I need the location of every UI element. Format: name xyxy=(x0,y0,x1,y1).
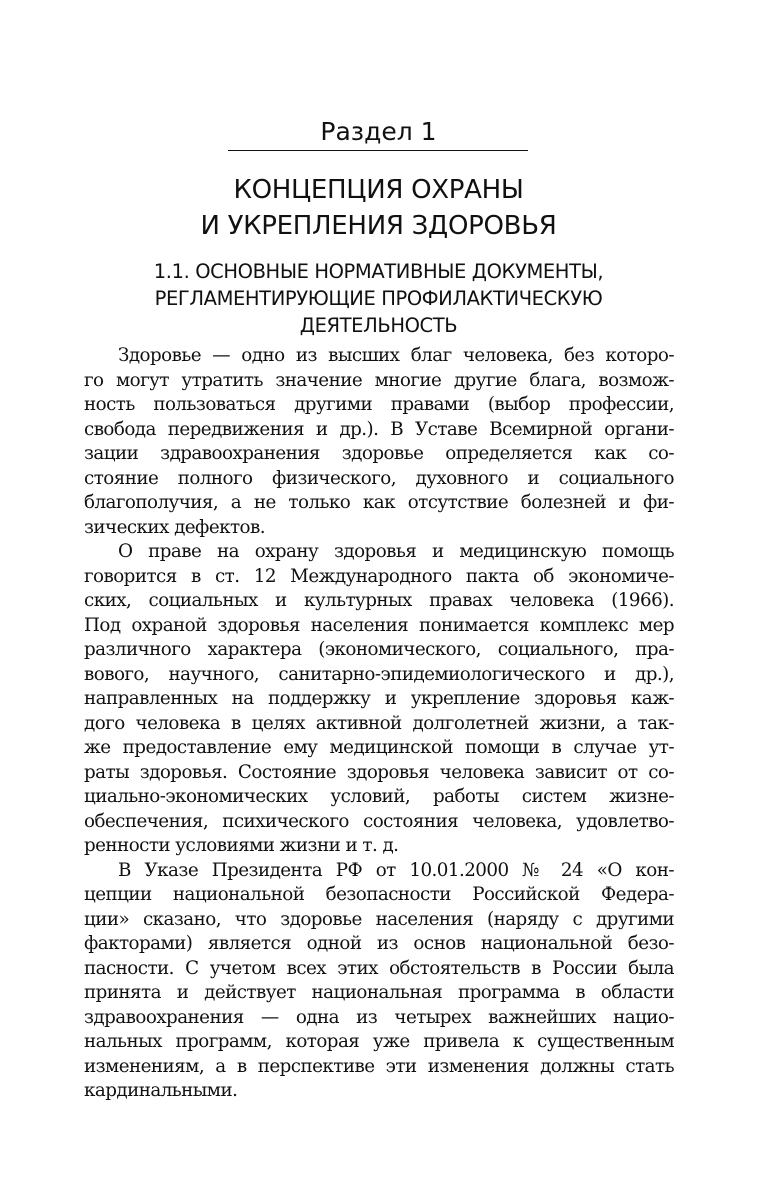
text-line: В Указе Президента РФ от 10.01.2000 № 24 «О кон- xyxy=(118,859,674,881)
text-line: принята и действует национальная программа в области xyxy=(84,982,674,1003)
text-line: благополучия, а не только как отсутствие болезней и фи- xyxy=(84,492,674,513)
subsection-title-line: ДЕЯТЕЛЬНОСТЬ xyxy=(299,314,458,337)
chapter-title-line: КОНЦЕПЦИЯ ОХРАНЫ xyxy=(233,175,524,205)
text-line: различного характера (экономического, социального, пра- xyxy=(84,639,674,660)
chapter-title-line: И УКРЕПЛЕНИЯ ЗДОРОВЬЯ xyxy=(200,211,557,241)
text-line: го могут утратить значение многие другие блага, возмож- xyxy=(84,369,674,391)
paragraph xyxy=(84,859,674,1104)
text-line: дого человека в целях активной долголетней жизни, а так- xyxy=(84,712,674,734)
text-line: факторами) является одной из основ национальной безо- xyxy=(84,933,674,954)
text-line: здравоохранения — одна из четырех важнейших нацио- xyxy=(84,1006,674,1028)
text-line: кардинальными. xyxy=(84,1080,238,1101)
text-line: изменениям, а в перспективе эти изменения должны стать xyxy=(84,1055,674,1077)
section-divider xyxy=(228,150,528,151)
subsection-title-line: 1.1. ОСНОВНЫЕ НОРМАТИВНЫЕ ДОКУМЕНТЫ, xyxy=(153,260,604,283)
text-line: говорится в ст. 12 Международного пакта об экономиче- xyxy=(84,565,674,587)
text-line: вового, научного, санитарно-эпидемиологического и др.), xyxy=(84,663,674,685)
text-line: ских, социальных и культурных правах человека (1966). xyxy=(84,590,674,611)
text-line: зических дефектов. xyxy=(84,516,265,538)
section-label: Раздел 1 xyxy=(320,117,437,146)
text-line: раты здоровья. Состояние здоровья человека зависит от со- xyxy=(84,761,674,783)
text-line: Здоровье — одно из высших благ человека, без которо- xyxy=(118,345,674,366)
paragraph xyxy=(84,344,674,540)
text-line: же предоставление ему медицинской помощи в случае ут- xyxy=(84,737,674,758)
subsection-title-line: РЕГЛАМЕНТИРУЮЩИЕ ПРОФИЛАКТИЧЕСКУЮ xyxy=(154,287,603,310)
subsection-title xyxy=(0,258,757,339)
text-line: циально-экономических условий, работы систем жизне- xyxy=(84,786,674,807)
text-line: зации здравоохранения здоровье определяется как со- xyxy=(84,443,674,464)
text-line: ренности условиями жизни и т. д. xyxy=(84,835,399,856)
text-line: ции» сказано, что здоровье населения (наряду с другими xyxy=(84,908,674,930)
chapter-title xyxy=(0,172,757,244)
text-line: О праве на охрану здоровья и медицинскую помощь xyxy=(118,541,674,562)
text-line: нальных программ, которая уже привела к существенным xyxy=(84,1031,674,1052)
text-line: обеспечения, психического состояния человека, удовлетво- xyxy=(84,810,674,832)
body-text xyxy=(84,344,674,1104)
text-line: цепции национальной безопасности Российской Федера- xyxy=(84,884,674,905)
text-line: Под охраной здоровья населения понимается комплекс мер xyxy=(84,614,674,636)
paragraph xyxy=(84,540,674,859)
text-line: свобода передвижения и др.). В Уставе Всемирной органи- xyxy=(84,418,674,440)
text-line: направленных на поддержку и укрепление здоровья каж- xyxy=(84,688,674,709)
text-line: пасности. С учетом всех этих обстоятельств в России была xyxy=(84,957,674,979)
text-line: стояние полного физического, духовного и социального xyxy=(84,467,674,489)
text-line: ность пользоваться другими правами (выбор профессии, xyxy=(84,394,674,415)
